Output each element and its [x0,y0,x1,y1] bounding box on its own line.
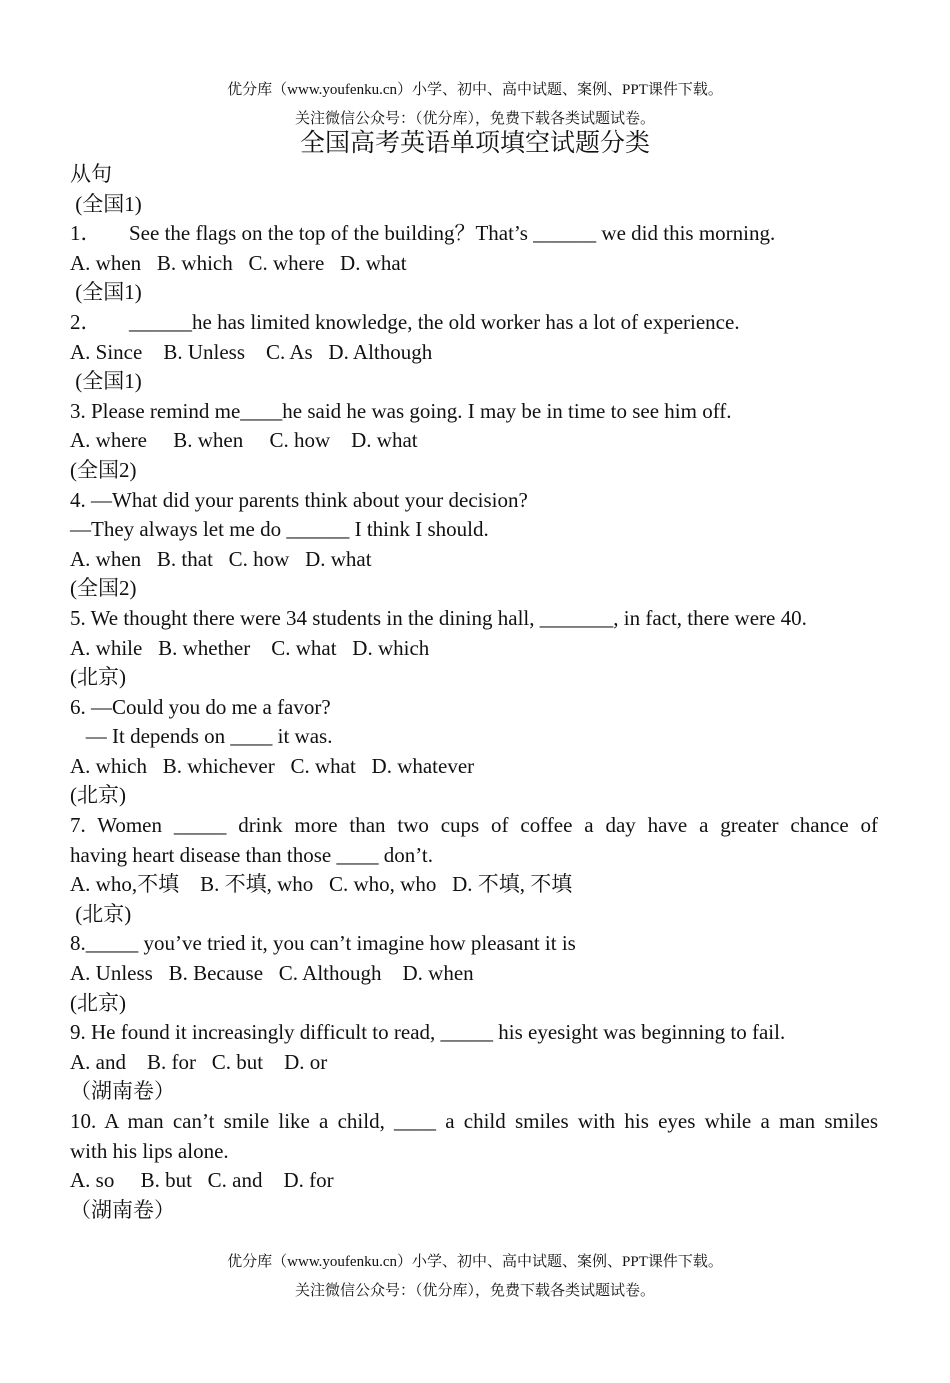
question-source: (北京) [70,990,126,1015]
document-title: 全国高考英语单项填空试题分类 [299,130,650,157]
question-stem: 9. He found it increasingly difficult to read, _____ his eyesight was beginning to fail. [70,1020,786,1045]
question-stem: 6. —Could you do me a favor? [70,694,331,719]
question-options: A. which B. whichever C. what D. whatever [70,753,475,778]
question-source: (全国1) [70,369,142,394]
question-options: A. Since B. Unless C. As D. Although [70,339,433,364]
question-options: A. where B. when C. how D. what [70,428,418,453]
question-stem: 10. A man can’t smile like a child, ____ a child smiles with his eyes while a man smiles [70,1109,878,1133]
page-footer-line-2: 关注微信公众号：（优分库），免费下载各类试题试卷。 [294,1283,655,1299]
question-source: （湖南卷） [70,1197,175,1222]
question-source: (北京) [70,901,132,926]
question-stem: 8._____ you’ve tried it, you can’t imagine how pleasant it is [70,931,576,956]
question-options: A. who,不填 B. 不填, who C. who, who D. 不填, 不填 [70,872,573,897]
question-stem [70,219,878,249]
page-header-line-1: 优分库（www.youfenku.cn）小学、初中、高中试题、案例、PPT课件下载。 [227,82,723,98]
question-text: See the flags on the top of the building？That’s ______ we did this morning. [129,221,776,246]
question-stem-continued: with his lips alone. [70,1138,229,1163]
question-number: 1． [70,221,102,246]
question-text: ______he has limited knowledge, the old worker has a lot of experience. [129,309,740,334]
question-options: A. Unless B. Because C. Although D. when [70,961,474,986]
question-stem-continued: having heart disease than those ____ don’t. [70,842,433,867]
page-header-line-2: 关注微信公众号：（优分库），免费下载各类试题试卷。 [294,111,655,127]
question-source: (北京) [70,665,126,690]
question-stem: 4. —What did your parents think about your decision? [70,487,528,512]
question-source: (全国1) [70,280,142,305]
question-stem [70,308,878,338]
question-stem-continued: — It depends on ____ it was. [70,724,333,749]
question-source: （湖南卷） [70,1079,175,1104]
page-footer-line-1: 优分库（www.youfenku.cn）小学、初中、高中试题、案例、PPT课件下载。 [227,1254,723,1270]
question-source: (全国2) [70,457,137,482]
question-source: (全国1) [70,191,142,216]
question-stem: 7. Women _____ drink more than two cups of coffee a day have a greater chance of [70,813,878,838]
question-stem-continued: —They always let me do ______ I think I should. [70,517,489,542]
question-options: A. and B. for C. but D. or [70,1049,328,1074]
question-source: (北京) [70,783,126,808]
question-options: A. when B. which C. where D. what [70,250,407,275]
question-stem: 5. We thought there were 34 students in the dining hall, _______, in fact, there were 40. [70,605,807,630]
question-options: A. when B. that C. how D. what [70,546,372,571]
section-heading: 从句 [70,162,112,186]
question-source: (全国2) [70,576,137,601]
question-stem: 3. Please remind me____he said he was going. I may be in time to see him off. [70,398,732,423]
question-options: A. so B. but C. and D. for [70,1168,334,1193]
question-number: 2． [70,309,102,334]
question-options: A. while B. whether C. what D. which [70,635,430,660]
question-list [70,160,878,1225]
